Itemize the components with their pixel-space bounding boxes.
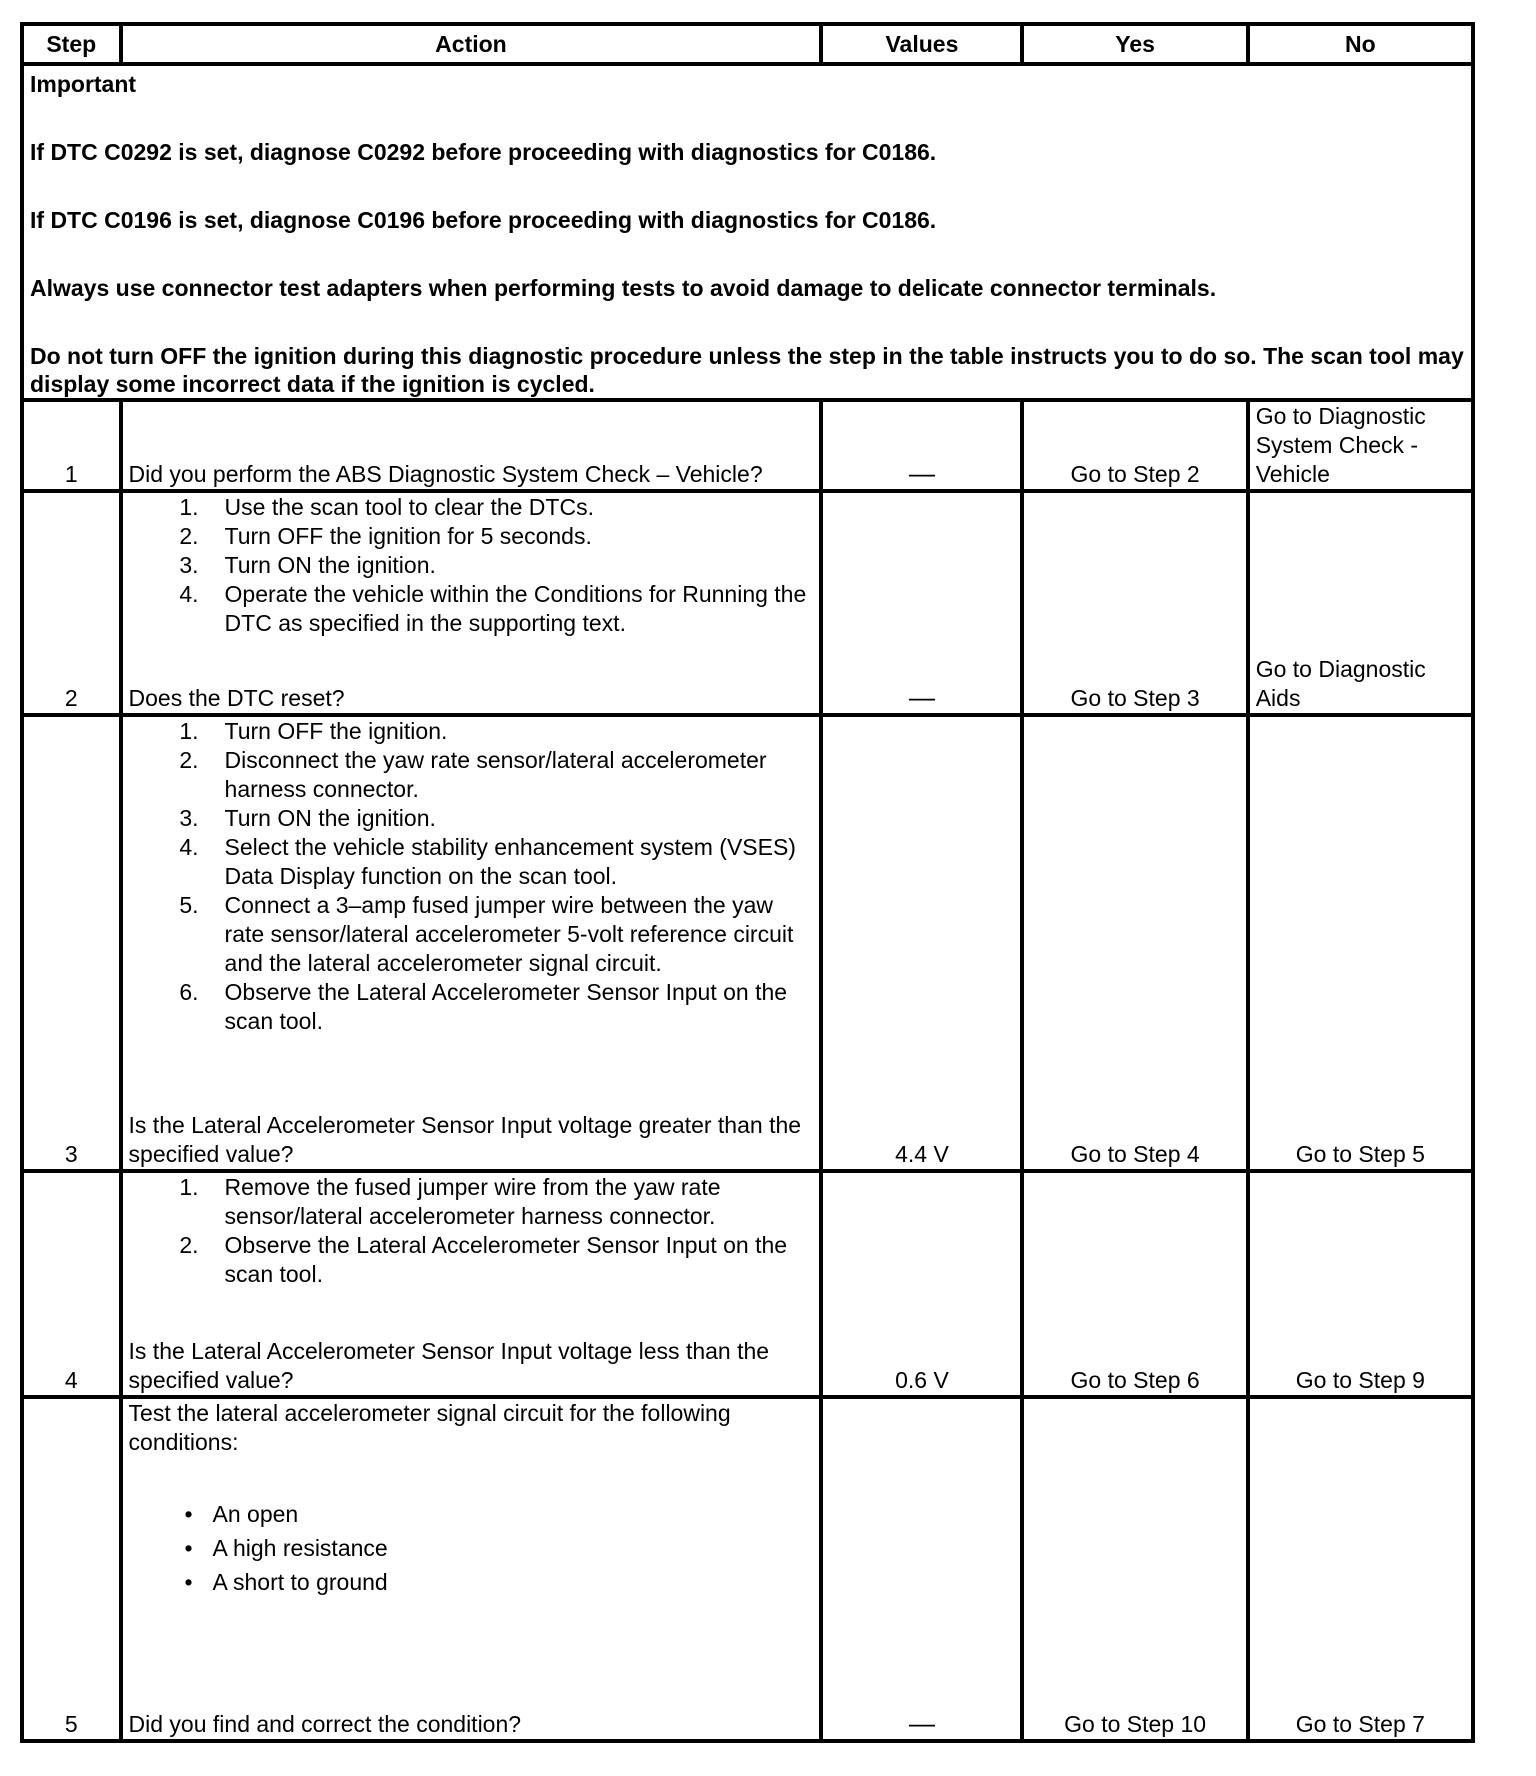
header-row (22, 24, 1473, 64)
no-cell: Go to Diagnostic Aids (1248, 491, 1473, 715)
list-item: • A short to ground (129, 1565, 814, 1599)
value-cell (821, 491, 1022, 715)
table-row (22, 1171, 1473, 1397)
action-cell (121, 1171, 822, 1397)
step-number: 3 (22, 715, 121, 1171)
yes-cell: Go to Step 4 (1022, 715, 1247, 1171)
table-row (22, 491, 1473, 715)
list-item: 5. Connect a 3–amp fused jumper wire between the yaw rate sensor/lateral accelerometer 5-volt reference circuit and the lateral accelerometer signal circuit. (179, 892, 794, 976)
action-cell (121, 715, 822, 1171)
instruction-list (129, 717, 814, 1036)
step-number: 4 (22, 1171, 121, 1397)
table-row (22, 400, 1473, 491)
list-item: 1. Turn OFF the ignition. (179, 718, 448, 744)
table-row (22, 1397, 1473, 1741)
action-question: Is the Lateral Accelerometer Sensor Input voltage greater than the specified value? (128, 1112, 802, 1167)
step-number: 1 (22, 400, 121, 491)
value-cell (821, 1397, 1022, 1741)
table-row (22, 715, 1473, 1171)
bullet-icon: • (184, 1535, 193, 1561)
yes-cell: Go to Step 10 (1022, 1397, 1247, 1741)
no-cell: Go to Step 9 (1248, 1171, 1473, 1397)
condition-list (129, 1497, 814, 1599)
yes-cell: Go to Step 3 (1022, 491, 1247, 715)
header-values: Values (821, 24, 1022, 64)
header-step: Step (22, 24, 121, 64)
list-item: 2. Turn OFF the ignition for 5 seconds. (179, 523, 592, 549)
important-row (22, 64, 1473, 400)
list-item: 6. Observe the Lateral Accelerometer Sensor Input on the scan tool. (179, 979, 788, 1034)
diagnostic-table (20, 22, 1475, 1743)
list-item: 3. Turn ON the ignition. (179, 805, 436, 831)
action-cell (121, 400, 822, 491)
step-number: 5 (22, 1397, 121, 1741)
action-question: Did you find and correct the condition? (128, 1711, 522, 1737)
list-item: 3. Turn ON the ignition. (179, 552, 436, 578)
step-number: 2 (22, 491, 121, 715)
no-cell: Go to Step 5 (1248, 715, 1473, 1171)
action-question: Does the DTC reset? (128, 685, 345, 711)
important-note: Do not turn OFF the ignition during this diagnostic procedure unless the step in the table instructs you to do so. The scan tool may display some incorrect data if the ignition is cycled. (30, 343, 1464, 397)
list-item: • An open (129, 1497, 814, 1531)
value-dash: — (908, 682, 935, 712)
instruction-list (129, 1173, 814, 1289)
header-action: Action (121, 24, 822, 64)
value-cell (821, 400, 1022, 491)
list-item: • A high resistance (129, 1531, 814, 1565)
list-item: 2. Disconnect the yaw rate sensor/lateral accelerometer harness connector. (179, 747, 767, 802)
value-cell: 4.4 V (821, 715, 1022, 1171)
instruction-list (129, 493, 814, 638)
action-cell (121, 1397, 822, 1741)
action-question: Is the Lateral Accelerometer Sensor Input voltage less than the specified value? (128, 1338, 770, 1393)
header-no: No (1248, 24, 1473, 64)
bullet-icon: • (184, 1569, 193, 1595)
yes-cell: Go to Step 6 (1022, 1171, 1247, 1397)
value-dash: — (908, 1708, 935, 1738)
list-item: 2. Observe the Lateral Accelerometer Sensor Input on the scan tool. (179, 1232, 788, 1287)
action-question: Did you perform the ABS Diagnostic System Check – Vehicle? (128, 461, 763, 487)
header-yes: Yes (1022, 24, 1247, 64)
action-intro: Test the lateral accelerometer signal circuit for the following conditions: (128, 1400, 731, 1455)
important-title: Important (30, 71, 137, 97)
important-notes (22, 64, 1473, 400)
action-cell (121, 491, 822, 715)
no-cell: Go to Diagnostic System Check - Vehicle (1248, 400, 1473, 491)
list-item: 4. Operate the vehicle within the Conditions for Running the DTC as specified in the supporting text. (179, 581, 807, 636)
list-item: 1. Remove the fused jumper wire from the yaw rate sensor/lateral accelerometer harness connector. (179, 1174, 721, 1229)
value-cell: 0.6 V (821, 1171, 1022, 1397)
no-cell: Go to Step 7 (1248, 1397, 1473, 1741)
important-note: If DTC C0196 is set, diagnose C0196 before proceeding with diagnostics for C0186. (30, 207, 937, 233)
important-note: If DTC C0292 is set, diagnose C0292 before proceeding with diagnostics for C0186. (30, 139, 937, 165)
important-note: Always use connector test adapters when performing tests to avoid damage to delicate connector terminals. (30, 275, 1217, 301)
list-item: 1. Use the scan tool to clear the DTCs. (179, 494, 594, 520)
value-dash: — (908, 458, 935, 488)
list-item: 4. Select the vehicle stability enhancement system (VSES) Data Display function on the scan tool. (179, 834, 796, 889)
yes-cell: Go to Step 2 (1022, 400, 1247, 491)
bullet-icon: • (184, 1501, 193, 1527)
